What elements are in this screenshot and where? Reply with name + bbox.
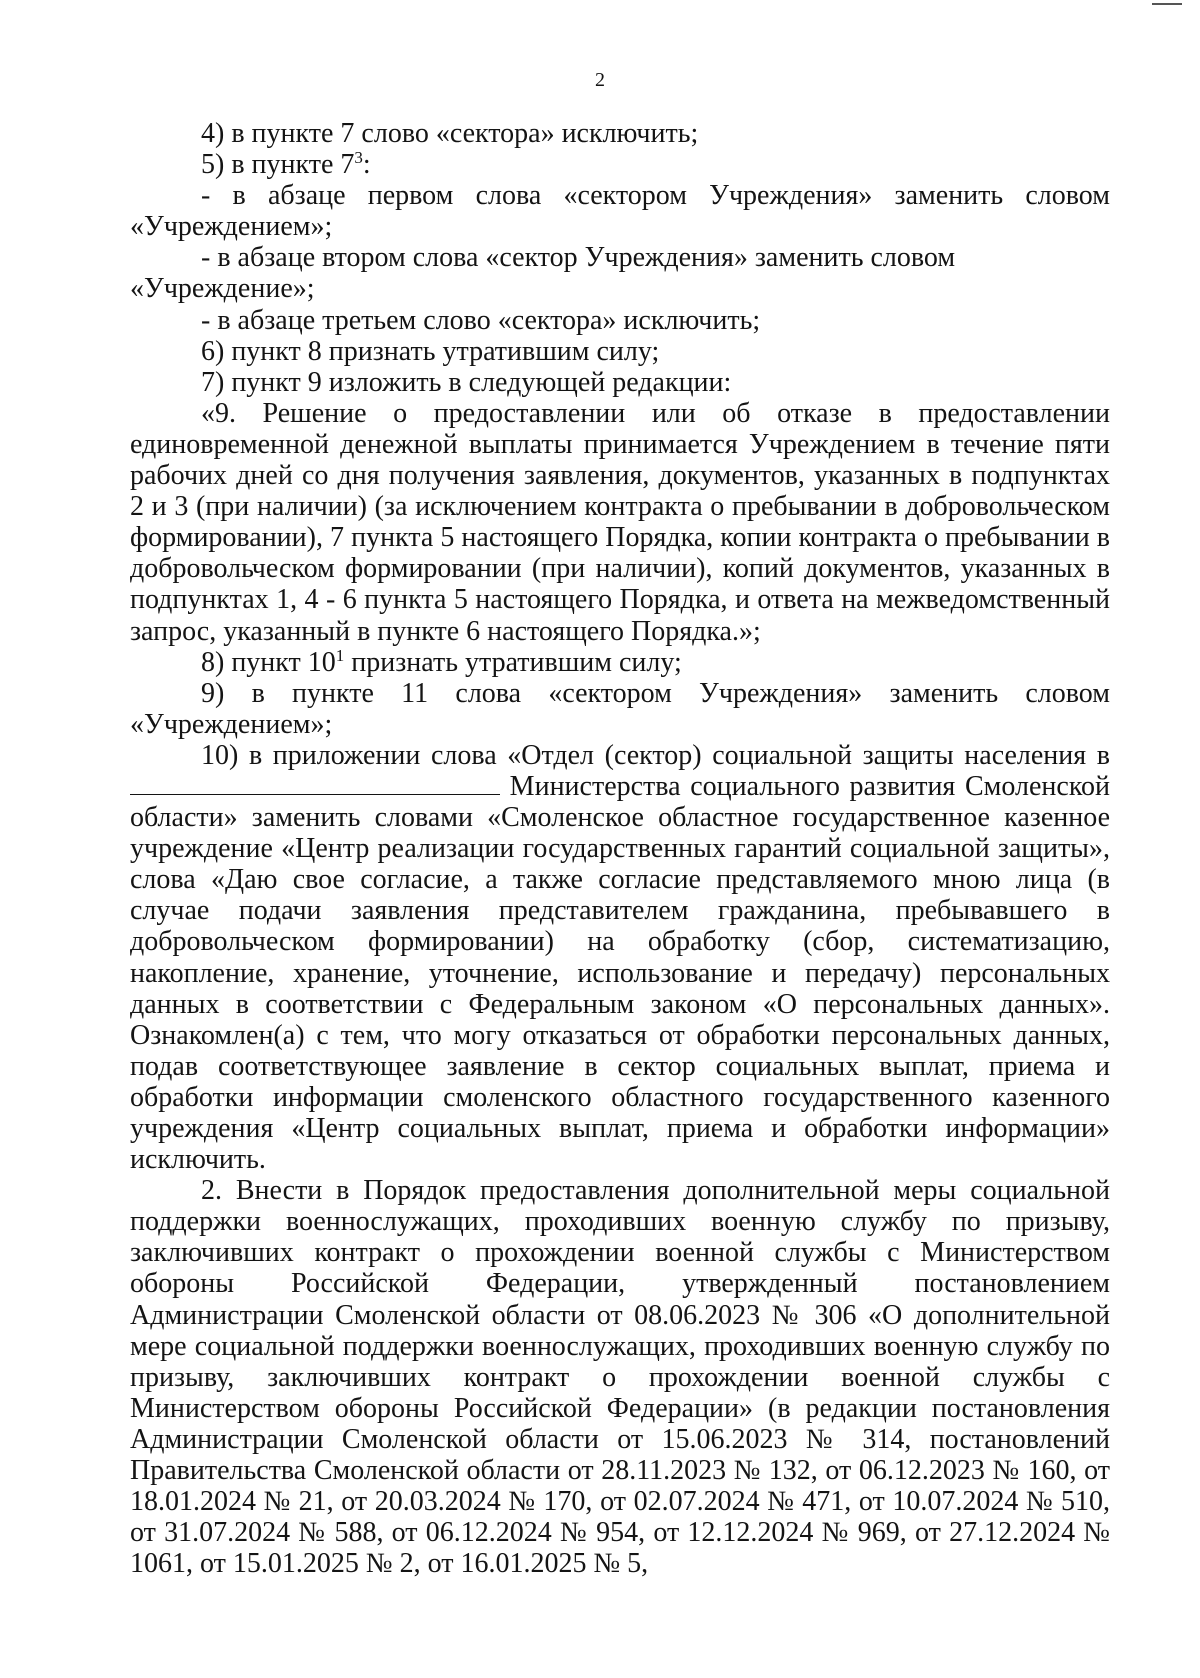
item-5-paragraph-a: - в абзаце первом слова «сектором Учреждения» заменить словом «Учреждением»; xyxy=(130,180,1110,243)
blank-fill-line xyxy=(130,772,500,795)
item-10 xyxy=(130,740,1110,1175)
item-8-superscript: 1 xyxy=(335,645,345,665)
item-8-text: 8) пункт 10 xyxy=(201,646,336,678)
item-8-text-rest: признать утратившим силу; xyxy=(344,646,682,678)
scan-corner-mark xyxy=(1152,0,1182,5)
item-6: 6) пункт 8 признать утратившим силу; xyxy=(201,335,660,367)
item-4: 4) в пункте 7 слово «сектора» исключить; xyxy=(201,118,699,149)
item-5-paragraph-b: - в абзаце втором слова «сектор Учреждения» заменить словом «Учреждение»; xyxy=(130,242,956,305)
item-5-text: 5) в пункте 7 xyxy=(201,149,355,181)
item-10-text: 10) в приложении слова «Отдел (сектор) социальной защиты населения в xyxy=(201,739,1110,771)
item-7: 7) пункт 9 изложить в следующей редакции: xyxy=(201,366,732,398)
item-5-colon: : xyxy=(362,149,371,181)
item-7-quoted-text: «9. Решение о предоставлении или об отказе в предоставлении единовременной денежной выплаты принимается Учреждением в течение пяти рабочих дней со дня получения заявления, документов, указанных в подпунктах 2 и 3 (при наличии) (за исключением контракта о пребывании в добровольческом формировании), 7 пункта 5 настоящего Порядка, копии контракта о пребывании в добровольческом формировании (при наличии), копий документов, указанных в подпунктах 1, 4 - 6 пункта 5 настоящего Порядка, и ответа на межведомственный запрос, указанный в пункте 6 настоящего Порядка.»; xyxy=(130,397,1110,647)
page-number: 2 xyxy=(595,69,605,91)
item-9: 9) в пункте 11 слова «сектором Учреждения» заменить словом «Учреждением»; xyxy=(130,677,1110,740)
item-5 xyxy=(130,149,1110,180)
item-10-text-rest: Министерства социального развития Смоленской области» заменить словами «Смоленское областное государственное казенное учреждение «Центр реализации государственных гарантий социальной защиты», слова «Даю свое согласие, а также согласие представляемого мною лица (в случае подачи заявления представителем гражданина, пребывавшего в добровольческом формировании) на обработку (сбор, систематизацию, накопление, хранение, уточнение, использование и передачу) персональных данных в соответствии с Федеральным законом «О персональных данных». Ознакомлен(а) с тем, что могу отказаться от обработки персональных данных, подав соответствующее заявление в сектор социальных выплат, приема и обработки информации смоленского областного государственного казенного учреждения «Центр социальных выплат, приема и обработки информации» исключить. xyxy=(130,770,1110,1176)
item-5-superscript: 3 xyxy=(354,148,363,168)
section-2: 2. Внести в Порядок предоставления дополнительной меры социальной поддержки военнослужащих, проходивших военную службу по призыву, заключивших контракт о прохождении военной службы с Министерством обороны Российской Федерации, утвержденный постановлением Администрации Смоленской области от 08.06.2023 № 306 «О дополнительной мере социальной поддержки военнослужащих, проходивших военную службу по призыву, заключивших контракт о прохождении военной службы с Министерством обороны Российской Федерации» (в редакции постановления Администрации Смоленской области от 15.06.2023 № 314, постановлений Правительства Смоленской области от 28.11.2023 № 132, от 06.12.2023 № 160, от 18.01.2024 № 21, от 20.03.2024 № 170, от 02.07.2024 № 471, от 10.07.2024 № 510, от 31.07.2024 № 588, от 06.12.2024 № 954, от 12.12.2024 № 969, от 27.12.2024 № 1061, от 15.01.2025 № 2, от 16.01.2025 № 5, xyxy=(130,1175,1110,1580)
item-5-paragraph-c: - в абзаце третьем слово «сектора» исключить; xyxy=(201,304,761,336)
document-body xyxy=(130,118,1110,1579)
item-8 xyxy=(130,647,1110,678)
